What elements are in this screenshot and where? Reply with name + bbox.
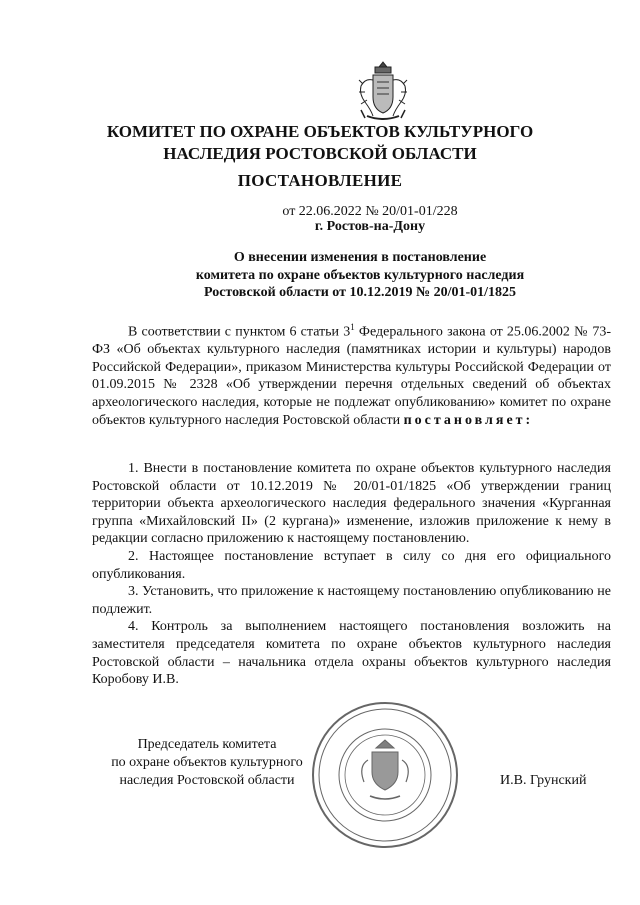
decree-date: от 22.06.2022 № 20/01-01/228 <box>282 204 458 219</box>
decree-items <box>92 460 611 689</box>
decree-item-1: 1. Внести в постановление комитета по охране объектов культурного наследия Ростовской области от 10.12.2019 № 20/01-01/1825 «Об утверждении границ территории объекта археологического наследия федерального значения «Курганная группа «Михайловский II» (2 кургана)» изменение, изложив приложение к нему в редакции согласно приложению к настоящему постановлению. <box>92 461 611 547</box>
decree-item-4: 4. Контроль за выполнением настоящего постановления возложить на заместителя председателя комитета по охране объектов культурного наследия Ростовской области – начальника отдела охраны объектов культурного наследия Коробову И.В. <box>92 619 611 688</box>
city: г. Ростов-на-Дону <box>314 219 426 234</box>
organization-name: КОМИТЕТ ПО ОХРАНЕ ОБЪЕКТОВ КУЛЬТУРНОГО НАСЛЕДИЯ РОСТОВСКОЙ ОБЛАСТИ <box>106 122 534 163</box>
resolves-word: постановляет: <box>403 412 534 428</box>
signatory-name: И.В. Грунский <box>500 773 587 788</box>
decree-subject: О внесении изменения в постановление комитета по охране объектов культурного наследия Ростовской области от 10.12.2019 № 20/01-01/1825 <box>195 250 525 300</box>
official-seal-stamp <box>310 700 460 850</box>
coat-of-arms-icon <box>355 58 411 122</box>
signatory-title: Председатель комитета по охране объектов культурного наследия Ростовской области <box>111 737 303 788</box>
preamble-paragraph: В соответствии с пунктом 6 статьи $3^1$ Федерального закона от 25.06.2002 № 73-ФЗ «Об объектах культурного наследия (памятниках истории и культуры) народов Российской Федерации», приказом Министерства культуры Российской Федерации от 01.09.2015 № 2328 «Об утверждении перечня отдельных сведений об объектах археологического наследия, которые не подлежат опубликованию» комитет по охране объектов культурного наследия Ростовской области постановляет: <box>92 322 611 428</box>
document-type: ПОСТАНОВЛЕНИЕ <box>237 171 403 190</box>
decree-item-3: 3. Установить, что приложение к настоящему постановлению опубликованию не подлежит. <box>92 584 611 617</box>
decree-item-2: 2. Настоящее постановление вступает в силу со дня его официального опубликования. <box>92 548 611 582</box>
